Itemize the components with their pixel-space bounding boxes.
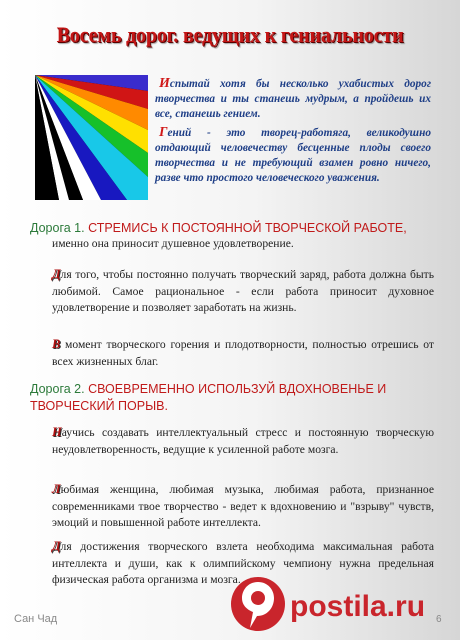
- page-number: 6: [436, 614, 442, 625]
- paragraph-dropcap: Л: [52, 482, 61, 496]
- rainbow-rays-illustration: [35, 75, 148, 200]
- intro-dropcap: Г: [159, 124, 168, 140]
- road-1-paragraph: Для того, чтобы постоянно получать творческий заряд, работа должна быть любимой. Самое рациональное - если работа приносит духовное удовлетворение и позволяет заработать на жизнь.: [52, 267, 434, 315]
- intro-paragraph-2: ений - это творец-работяга, великодушно отдающий человечеству бесценные плоды своего творчества и не требующий взамен ровно ничего, разве что простого человеческого уважения.: [155, 126, 431, 185]
- intro-paragraph-1: спытай хотя бы несколько ухабистых дорог творчества и ты станешь мудрым, а пройдешь их все, станешь гением.: [155, 78, 431, 121]
- page-title: Восемь дорог. ведущих к гениальности: [56, 22, 404, 47]
- road-2-paragraph: Для достижения творческого взлета необходима максимальная работа интеллекта и души, как к олимпийскому чемпиону нужна предельная физическая работа организма и мозга.: [52, 539, 434, 587]
- intro-text: [155, 76, 431, 188]
- road-2-number: Дорога 2.: [30, 382, 85, 396]
- postila-watermark: [230, 570, 458, 638]
- road-2-paragraph: Научись создавать интеллектуальный стресс и постоянную творческую неудовлетворенность, ведущие к усиленной работе мозга.: [52, 425, 434, 456]
- road-1-number: Дорога 1.: [30, 221, 85, 235]
- intro-dropcap: И: [159, 76, 170, 91]
- road-1-paragraph: В момент творческого горения и плодотворности, полностью отрешись от всех жизненных благ.: [52, 337, 434, 368]
- paragraph-dropcap: В: [52, 337, 61, 351]
- road-2-title: СВОЕВРЕМЕННО ИСПОЛЬЗУЙ ВДОХНОВЕНЬЕ И ТВОРЧЕСКИЙ ПОРЫВ.: [30, 382, 387, 413]
- paragraph-dropcap: Д: [52, 539, 61, 553]
- paragraph-dropcap: Д: [52, 267, 61, 281]
- road-1-subheading: именно она приносит душевное удовлетворение.: [52, 237, 294, 250]
- footer-author: Сан Чад: [14, 613, 58, 625]
- road-1-title: СТРЕМИСЬ К ПОСТОЯННОЙ ТВОРЧЕСКОЙ РАБОТЕ,: [88, 221, 407, 235]
- paragraph-dropcap: Н: [52, 425, 62, 439]
- road-1-heading: [30, 220, 435, 237]
- road-2-paragraph: Любимая женщина, любимая музыка, любимая работа, признанное современниками твое творчество - ведет к вдохновению и "взрыву" чувств, эмоций и повышенной работе интеллекта.: [52, 482, 434, 530]
- watermark-text: postila.ru: [290, 590, 426, 623]
- road-2-heading: [30, 381, 435, 415]
